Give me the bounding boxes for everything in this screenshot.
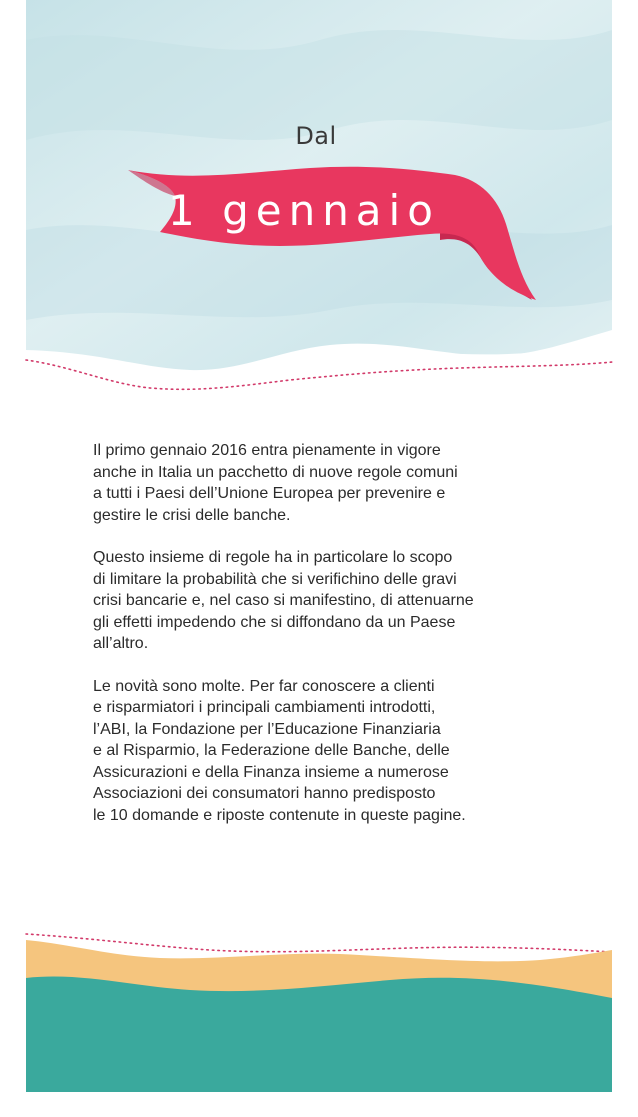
paragraph-line: a tutti i Paesi dell’Unione Europea per prevenire e: [93, 485, 446, 502]
paragraph-line: le 10 domande e riposte contenute in queste pagine.: [93, 806, 466, 824]
paragraph-line: Le novità sono molte. Per far conoscere a clienti: [93, 677, 435, 695]
paragraph-line: Il primo gennaio 2016 entra pienamente in vigore: [93, 442, 441, 459]
paragraph-line: Questo insieme di regole ha in particolare lo scopo: [93, 549, 453, 566]
paragraph-line: anche in Italia un pacchetto di nuove regole comuni: [93, 463, 458, 481]
teal-wave: [26, 977, 612, 1092]
footer-dotted-line: [26, 934, 612, 952]
paragraph-line: gli effetti impedendo che si diffondano da un Paese: [93, 613, 456, 631]
body-text: [93, 440, 563, 847]
paragraph-line: gestire le crisi delle banche.: [93, 506, 291, 524]
ribbon-title: 1 gennaio: [168, 186, 440, 235]
paragraph-line: e risparmiatori i principali cambiamenti introdotti,: [93, 699, 436, 716]
paragraph-2: [93, 547, 563, 655]
paragraph-3: [93, 676, 563, 827]
intro-dal: Dal: [295, 122, 337, 150]
paragraph-line: Associazioni dei consumatori hanno predisposto: [93, 785, 436, 802]
paragraph-line: e al Risparmio, la Federazione delle Banche, delle: [93, 742, 450, 759]
paragraph-line: all’altro.: [93, 635, 149, 652]
paragraph-line: di limitare la probabilità che si verifichino delle gravi: [93, 570, 457, 588]
paragraph-1: [93, 440, 563, 526]
paragraph-line: Assicurazioni e della Finanza insieme a numerose: [93, 763, 449, 781]
paragraph-line: l’ABI, la Fondazione per l’Educazione Finanziaria: [93, 720, 441, 738]
paragraph-line: crisi bancarie e, nel caso si manifestino, di attenuarne: [93, 592, 474, 609]
